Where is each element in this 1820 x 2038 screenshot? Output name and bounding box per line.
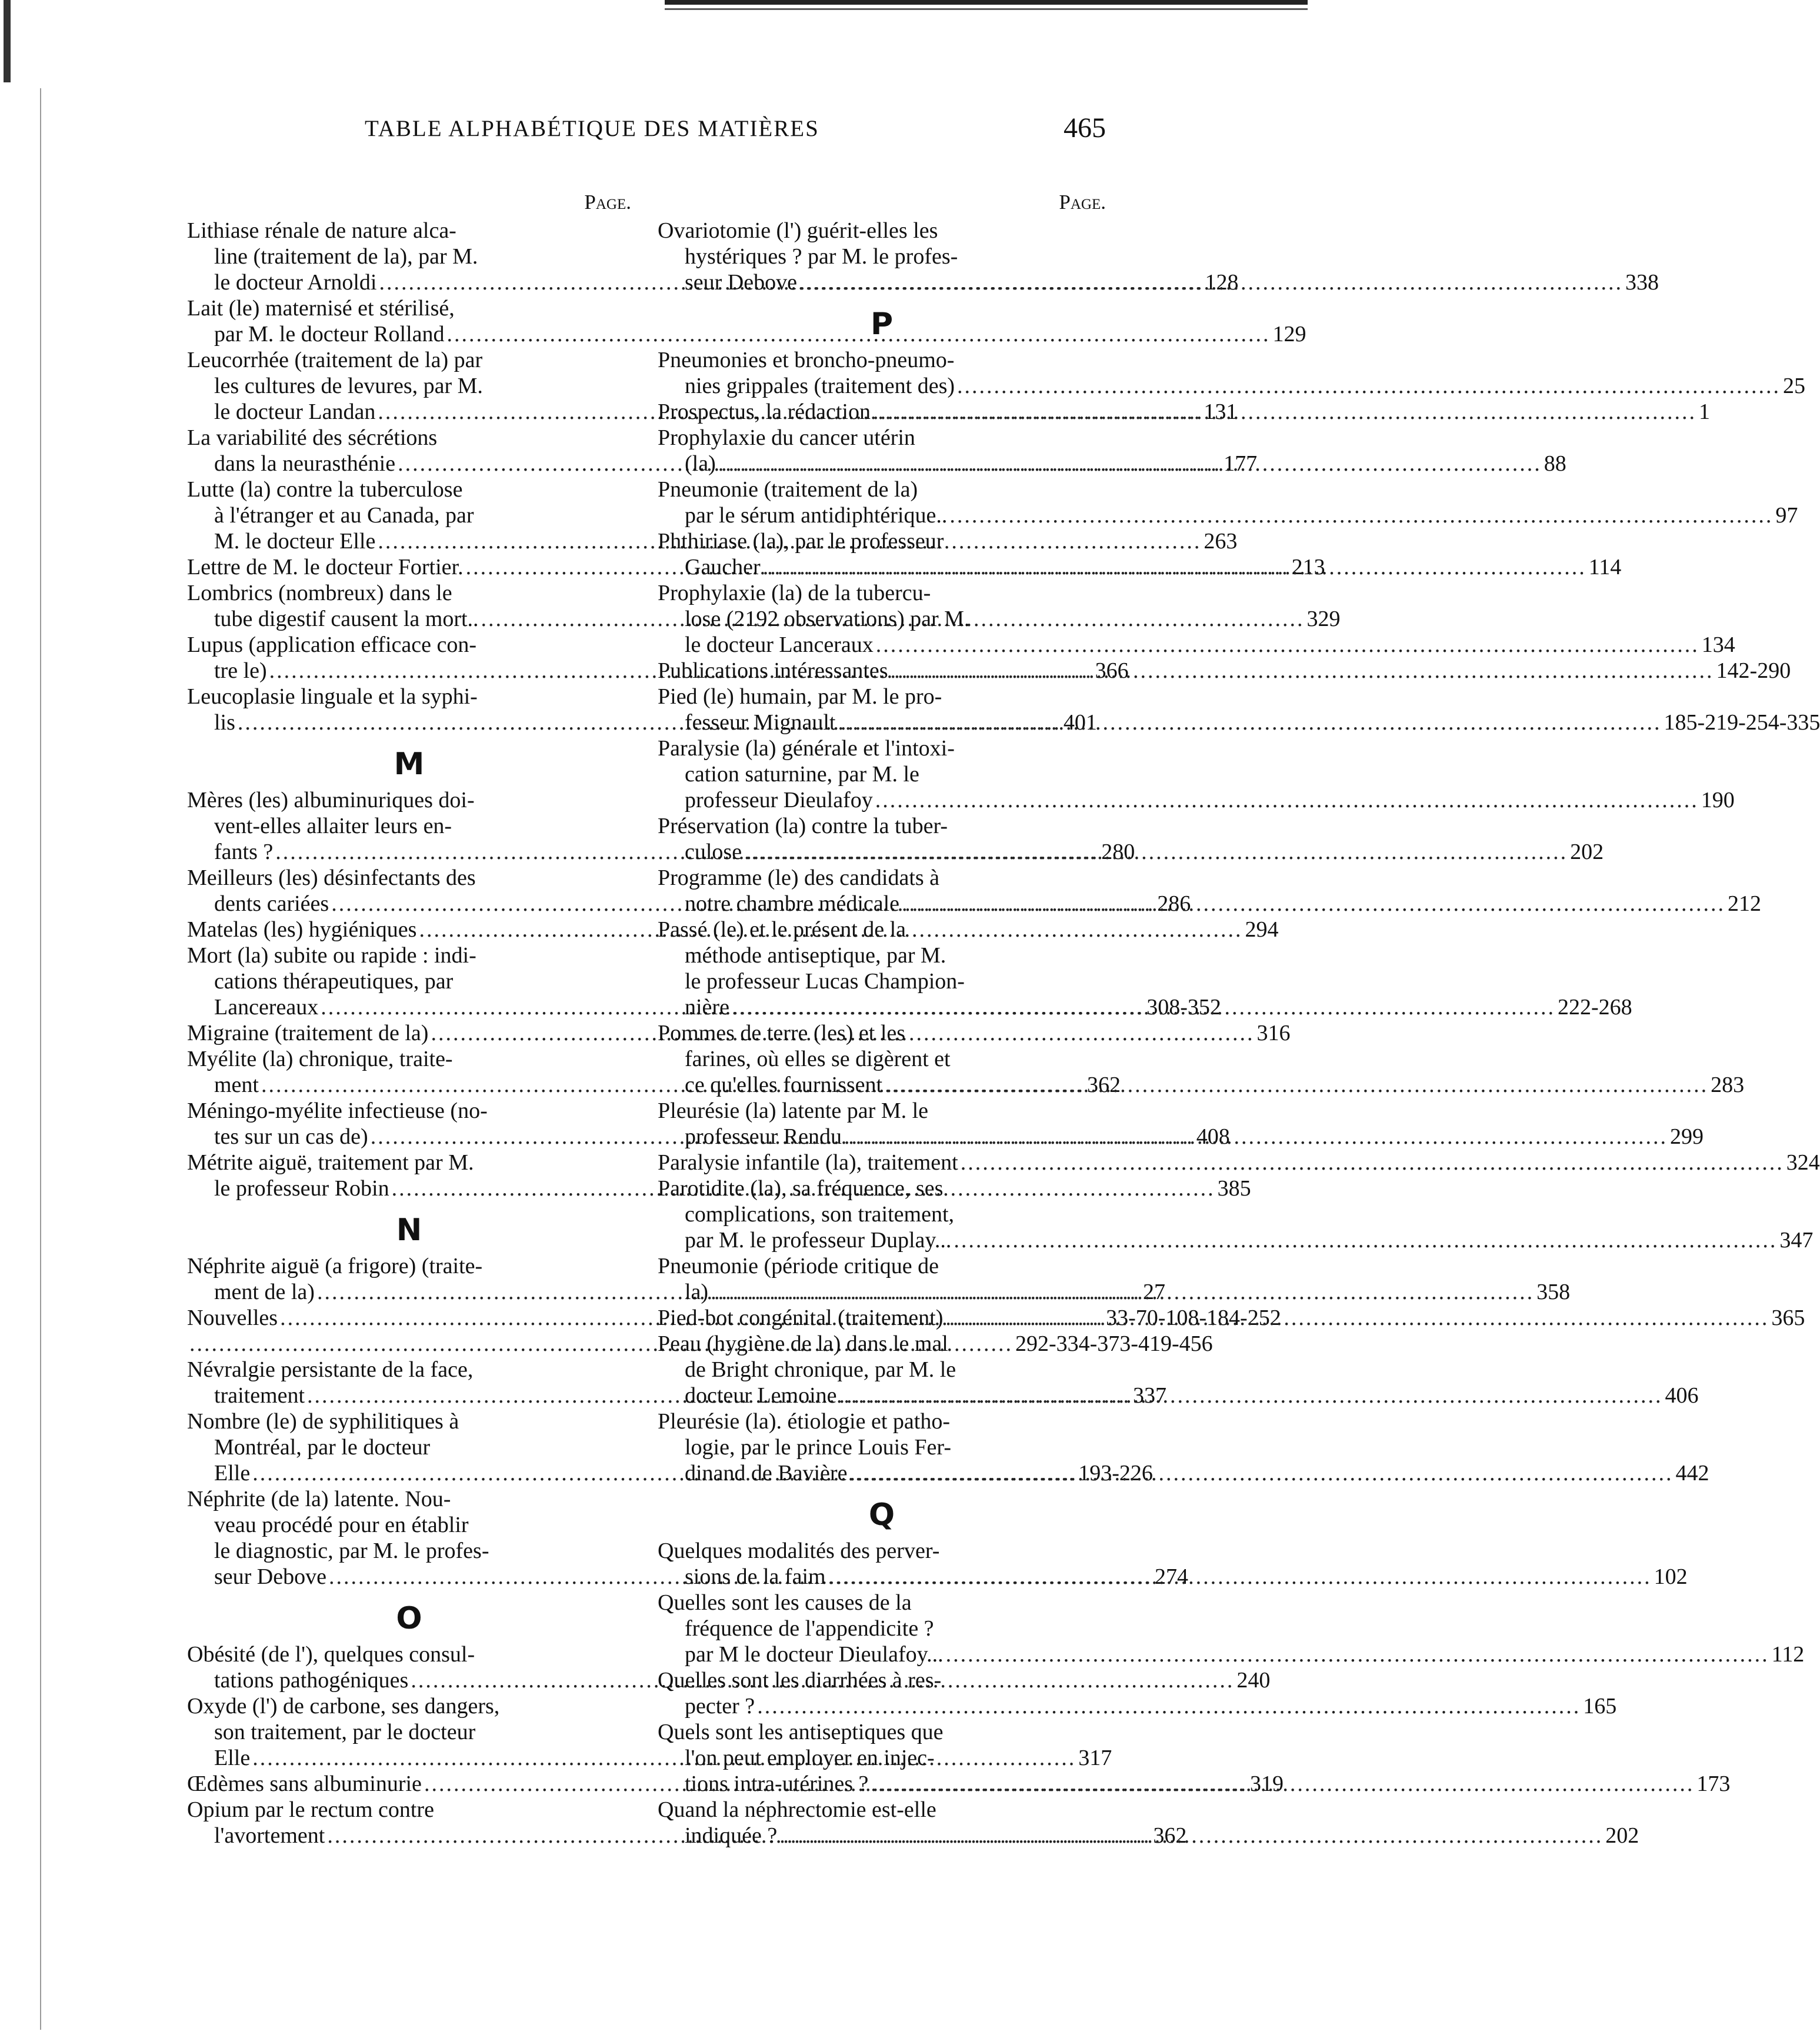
entry-page-number: 202 — [1605, 1823, 1639, 1848]
entry-text: Phthiriase (la), par le professeur — [658, 529, 944, 554]
entry-text: l'avortement — [214, 1823, 325, 1848]
entry-line — [658, 1408, 1106, 1434]
entry-page-number: 240 — [1236, 1668, 1271, 1693]
entry-text: lose (2192 observations) par M. — [685, 607, 970, 631]
entry-text: Quelles sont les diarrhées à res- — [658, 1668, 942, 1693]
entry-page-number: 366 — [1095, 658, 1129, 683]
entry-line — [658, 1538, 1106, 1564]
entry-text: ce qu'elles fournissent — [685, 1073, 883, 1097]
entry-text: Quelles sont les causes de la — [658, 1590, 912, 1615]
entry-text: vent-elles allaiter leurs en- — [214, 814, 452, 838]
entry-text: Parotidite (la), sa fréquence, ses — [658, 1176, 944, 1201]
dot-leader — [888, 658, 1716, 684]
entry-text: tions intra-utérines ? — [685, 1771, 869, 1796]
entry-text: Pneumonie (période critique de — [658, 1254, 939, 1278]
entry-text: Névralgie persistante de la face, — [187, 1357, 474, 1382]
dot-leader — [777, 1823, 1605, 1849]
entry-line — [658, 1616, 1106, 1641]
entry-line — [658, 684, 1106, 710]
entry-page-number: 324 — [1786, 1150, 1820, 1175]
entry-text: Nouvelles — [187, 1306, 278, 1330]
entry-page-number: 212 — [1728, 891, 1762, 916]
entry-page-number: 329 — [1306, 607, 1341, 631]
entry-line — [658, 1719, 1106, 1745]
entry-text: l'on peut employer en injec- — [685, 1746, 935, 1770]
dot-leader — [955, 373, 1783, 399]
entry-line — [658, 244, 1106, 269]
entry-text: Paralysie (la) générale et l'intoxi- — [658, 736, 955, 761]
entry-line — [658, 787, 1735, 813]
entry-line — [187, 295, 631, 321]
entry-line — [187, 1434, 631, 1460]
entry-text: indiquée ? — [685, 1823, 778, 1848]
entry-line — [658, 865, 1106, 891]
entry-line — [187, 1512, 631, 1538]
entry-page-number: 131 — [1204, 399, 1238, 424]
entry-text: le professeur Robin — [214, 1176, 389, 1201]
dot-leader — [899, 891, 1728, 917]
entry-line — [658, 1745, 1106, 1771]
entry-text: lis — [214, 710, 235, 735]
entry-text: le docteur Lanceraux — [685, 632, 874, 657]
entry-text: Lait (le) maternisé et stérilisé, — [187, 296, 455, 321]
entry-line — [658, 1667, 1106, 1693]
entry-page-number: 177 — [1224, 451, 1258, 476]
entry-line — [187, 477, 631, 502]
dot-leader — [951, 1227, 1779, 1253]
entry-text: de Bright chronique, par M. le — [685, 1357, 956, 1382]
entry-line — [187, 1098, 631, 1124]
entry-line — [658, 710, 1820, 735]
dot-leader — [837, 1383, 1665, 1408]
entry-text: traitement — [214, 1383, 305, 1408]
entry-text: line (traitement de la), par M. — [214, 244, 478, 269]
entry-line — [658, 1175, 1106, 1201]
entry-text: Néphrite (de la) latente. Nou- — [187, 1487, 451, 1511]
section-letter: P — [870, 307, 894, 342]
entry-text: Montréal, par le docteur — [214, 1435, 431, 1460]
index-entry — [658, 735, 1735, 813]
entry-text: hystériques ? par M. le profes- — [685, 244, 958, 269]
entry-page-number: 362 — [1086, 1073, 1121, 1097]
entry-line — [658, 606, 1106, 632]
entry-page-number: 134 — [1701, 632, 1735, 657]
entry-text: M. le docteur Elle — [214, 529, 376, 554]
entry-text: Pommes de terre (les) et les — [658, 1021, 906, 1045]
entry-line — [187, 632, 631, 658]
scan-margin-line — [40, 88, 41, 2030]
entry-text: Obésité (de l'), quelques consul- — [187, 1642, 475, 1667]
dot-leader — [873, 787, 1701, 813]
entry-text: Lithiase rénale de nature alca- — [187, 218, 456, 243]
entry-text: Elle — [214, 1746, 251, 1770]
entry-text: seur Debove — [214, 1564, 326, 1589]
index-entry — [658, 1590, 1805, 1667]
entry-line — [187, 218, 631, 244]
entry-line — [187, 1253, 631, 1279]
page-column-caption: Page. — [584, 191, 631, 214]
index-entry — [658, 684, 1820, 735]
entry-text: méthode antiseptique, par M. — [685, 943, 946, 968]
entry-page-number: 338 — [1625, 270, 1659, 295]
index-entry — [658, 477, 1798, 528]
entry-text: Pneumonies et broncho-pneumo- — [658, 348, 955, 372]
entry-text: Quelques modalités des perver- — [658, 1539, 940, 1563]
entry-text: la) — [685, 1280, 709, 1304]
entry-page-number: 406 — [1665, 1383, 1699, 1408]
entry-line — [658, 425, 1106, 451]
entry-text: ment de la) — [214, 1280, 315, 1304]
entry-page-number: 1 — [1698, 399, 1710, 424]
entry-text: professeur Rendu — [685, 1124, 842, 1149]
entry-line — [658, 1046, 1106, 1072]
entry-text: Prophylaxie (la) de la tubercu- — [658, 581, 931, 605]
entry-text: fesseur Mignault — [685, 710, 836, 735]
entry-line — [187, 321, 1306, 347]
entry-line — [187, 1538, 631, 1564]
entry-text: Pied (le) humain, par M. le pro- — [658, 684, 942, 709]
entry-line — [187, 425, 631, 451]
entry-text: (la) — [685, 451, 716, 476]
entry-text: le diagnostic, par M. le profes- — [214, 1539, 489, 1563]
entry-line — [658, 1020, 1106, 1046]
entry-text: Peau (hygiène de la) dans le mal — [658, 1331, 948, 1356]
entry-text: le docteur Landan — [214, 399, 376, 424]
entry-line — [658, 1357, 1106, 1383]
entry-page-number: 33-70-108-184-252 — [1106, 1306, 1281, 1330]
section-letter: M — [394, 747, 425, 782]
entry-text: son traitement, par le docteur — [214, 1720, 476, 1744]
entry-line — [658, 813, 1106, 839]
entry-text: Quels sont les antiseptiques que — [658, 1720, 944, 1744]
entry-text: Leucoplasie linguale et la syphi- — [187, 684, 478, 709]
entry-text: professeur Dieulafoy — [685, 788, 873, 812]
entry-line — [658, 1072, 1745, 1098]
entry-page-number: 213 — [1291, 555, 1325, 580]
entry-text: dents cariées — [214, 891, 329, 916]
entry-page-number: 292-334-373-419-456 — [1015, 1331, 1213, 1356]
dot-leader — [871, 399, 1699, 425]
entry-text: culose — [685, 840, 742, 864]
section-letter: N — [396, 1213, 422, 1248]
entry-text: le docteur Arnoldi — [214, 270, 377, 295]
entry-page-number: 128 — [1205, 270, 1239, 295]
entry-text: Publications intéressantes — [658, 658, 888, 683]
entry-text: dinand de Bavière — [685, 1461, 848, 1486]
entry-page-number: 280 — [1101, 840, 1135, 864]
entry-line — [658, 943, 1106, 968]
entry-text: fréquence de l'appendicite ? — [685, 1616, 934, 1641]
entry-text: pecter ? — [685, 1694, 755, 1719]
entry-page-number: 102 — [1654, 1564, 1688, 1589]
index-entry — [658, 347, 1806, 399]
entry-page-number: 283 — [1711, 1073, 1745, 1097]
entry-text: Lupus (application efficace con- — [187, 632, 477, 657]
entry-page-number: 408 — [1196, 1124, 1230, 1149]
entry-text: Opium par le rectum contre — [187, 1797, 434, 1822]
dot-leader — [755, 1693, 1583, 1719]
entry-line — [658, 1797, 1106, 1823]
entry-line — [187, 943, 631, 968]
entry-text: Néphrite aiguë (a frigore) (traite- — [187, 1254, 483, 1278]
entry-line — [187, 684, 631, 710]
entry-line — [187, 1046, 631, 1072]
entry-line — [658, 502, 1798, 528]
entry-line — [658, 1693, 1617, 1719]
entry-line — [658, 1434, 1106, 1460]
page-column-caption: Page. — [1059, 191, 1106, 214]
entry-line — [658, 1331, 1106, 1357]
entry-text: Mort (la) subite ou rapide : indi- — [187, 943, 476, 968]
entry-text: seur Debove — [685, 270, 797, 295]
entry-page-number: 358 — [1536, 1280, 1571, 1304]
entry-page-number: 299 — [1669, 1124, 1704, 1149]
entry-line — [187, 1279, 1165, 1305]
entry-line — [658, 373, 1806, 399]
dot-leader — [826, 1564, 1654, 1590]
entry-page-number: 193-226 — [1078, 1461, 1153, 1486]
running-header — [365, 112, 1106, 151]
entry-text: Œdèmes sans albuminurie — [187, 1771, 422, 1796]
entry-line — [187, 1357, 631, 1383]
entry-line — [658, 968, 1106, 994]
entry-page-number: 165 — [1583, 1694, 1617, 1719]
entry-text: docteur Lemoine — [685, 1383, 837, 1408]
dot-leader — [943, 1305, 1771, 1331]
entry-page-number: 25 — [1783, 374, 1806, 398]
entry-page-number: 129 — [1272, 322, 1306, 347]
entry-text: par M. le professeur Duplay... — [685, 1228, 952, 1253]
entry-text: Nombre (le) de syphilitiques à — [187, 1409, 459, 1434]
scan-edge-top — [665, 0, 1308, 5]
entry-line — [658, 1253, 1106, 1279]
dot-leader — [708, 1279, 1536, 1305]
dot-leader — [947, 502, 1775, 528]
entry-page-number: 114 — [1588, 555, 1622, 580]
entry-page-number: 385 — [1217, 1176, 1251, 1201]
entry-page-number: 142-290 — [1716, 658, 1791, 683]
entry-text: par M le docteur Dieulafoy... — [685, 1642, 944, 1667]
entry-line — [187, 451, 1258, 477]
entry-text: Lancereaux — [214, 995, 319, 1020]
entry-text: Meilleurs (les) désinfectants des — [187, 865, 476, 890]
entry-line — [658, 1150, 1820, 1175]
dot-leader — [761, 554, 1589, 580]
entry-page-number: 365 — [1771, 1306, 1805, 1330]
entry-line — [187, 865, 631, 891]
entry-text: Méningo-myélite infectieuse (no- — [187, 1098, 488, 1123]
entry-text: Mères (les) albuminuriques doi- — [187, 788, 475, 812]
entry-text: Pneumonie (traitement de la) — [658, 477, 918, 502]
entry-line — [658, 761, 1106, 787]
entry-text: Préservation (la) contre la tuber- — [658, 814, 948, 838]
entry-line — [658, 1201, 1106, 1227]
entry-line — [187, 787, 631, 813]
entry-line — [658, 1227, 1814, 1253]
dot-leader — [958, 1150, 1786, 1175]
entry-page-number: 316 — [1256, 1021, 1291, 1045]
entry-text: ment — [214, 1073, 259, 1097]
dot-leader — [868, 1771, 1696, 1797]
entry-page-number: 362 — [1153, 1823, 1187, 1848]
dot-leader — [729, 994, 1558, 1020]
entry-text: sions de la faim — [685, 1564, 826, 1589]
entry-page-number: 222-268 — [1557, 995, 1632, 1020]
entry-text: par le sérum antidiphtérique.. — [685, 503, 948, 528]
entry-text: Leucorrhée (traitement de la) par — [187, 348, 483, 372]
entry-page-number: 401 — [1063, 710, 1097, 735]
entry-text: Lombrics (nombreux) dans le — [187, 581, 452, 605]
dot-leader — [882, 1072, 1711, 1098]
dot-leader — [716, 451, 1544, 477]
page-number: 465 — [1064, 112, 1106, 144]
entry-page-number: 286 — [1157, 891, 1191, 916]
scan-edge-top-thin — [665, 8, 1308, 10]
entry-text: Lutte (la) contre la tuberculose — [187, 477, 463, 502]
entry-line — [187, 1719, 631, 1745]
entry-line — [187, 373, 631, 399]
entry-page-number: 263 — [1204, 529, 1238, 554]
section-letter: Q — [868, 1497, 895, 1533]
entry-text: tube digestif causent la mort.. — [214, 607, 479, 631]
entry-line — [187, 347, 631, 373]
entry-text: le professeur Lucas Champion- — [685, 969, 965, 994]
entry-text: complications, son traitement, — [685, 1202, 955, 1227]
entry-line — [658, 1098, 1106, 1124]
entry-line — [658, 917, 1106, 943]
entry-text: Quand la néphrectomie est-elle — [658, 1797, 936, 1822]
entry-text: Pied-bot congénital (traitement) — [658, 1306, 944, 1330]
entry-text: Programme (le) des candidats à — [658, 865, 940, 890]
entry-page-number: 97 — [1775, 503, 1798, 528]
dot-leader — [944, 1641, 1772, 1667]
entry-text: Prospectus, la rédaction — [658, 399, 871, 424]
entry-text: Gaucher — [685, 555, 761, 580]
entry-text: Pleurésie (la) latente par M. le — [658, 1098, 929, 1123]
entry-page-number: 442 — [1675, 1461, 1709, 1486]
entry-line — [658, 1641, 1805, 1667]
entry-text: dans la neurasthénie — [214, 451, 396, 476]
entry-text: Myélite (la) chronique, traite- — [187, 1047, 453, 1071]
entry-line — [187, 244, 631, 269]
entry-text: cations thérapeutiques, par — [214, 969, 454, 994]
entry-text: Paralysie infantile (la), traitement — [658, 1150, 958, 1175]
entry-text: veau procédé pour en établir — [214, 1513, 469, 1537]
entry-page-number: 173 — [1696, 1771, 1731, 1796]
entry-text: farines, où elles se digèrent et — [685, 1047, 951, 1071]
entry-page-number: 317 — [1078, 1746, 1112, 1770]
entry-line — [187, 968, 631, 994]
entry-text: Elle — [214, 1461, 251, 1486]
entry-text: fants ? — [214, 840, 274, 864]
index-entry — [658, 1150, 1820, 1175]
dot-leader — [797, 269, 1625, 295]
dot-leader — [742, 839, 1570, 865]
entry-text: Prophylaxie du cancer utérin — [658, 425, 915, 450]
entry-page-number: 112 — [1771, 1642, 1805, 1667]
entry-page-number: 190 — [1701, 788, 1735, 812]
entry-line — [187, 1486, 631, 1512]
entry-page-number: 202 — [1570, 840, 1604, 864]
entry-line — [187, 1693, 631, 1719]
entry-text: nière — [685, 995, 729, 1020]
entry-line — [658, 528, 1106, 554]
entry-line — [187, 813, 631, 839]
entry-page-number: 27 — [1142, 1280, 1165, 1304]
entry-text: Métrite aiguë, traitement par M. — [187, 1150, 474, 1175]
entry-text: Migraine (traitement de la) — [187, 1021, 429, 1045]
entry-line — [658, 477, 1106, 502]
entry-text: La variabilité des sécrétions — [187, 425, 438, 450]
entry-text: les cultures de levures, par M. — [214, 374, 483, 398]
entry-line — [658, 347, 1106, 373]
dot-leader — [842, 1124, 1670, 1150]
entry-text: Oxyde (l') de carbone, ses dangers, — [187, 1694, 500, 1719]
entry-line — [658, 735, 1106, 761]
entry-page-number: 347 — [1779, 1228, 1814, 1253]
entry-line — [658, 632, 1735, 658]
entry-text: nies grippales (traitement des) — [685, 374, 955, 398]
entry-line — [658, 218, 1106, 244]
entry-page-number: 185-219-254-335 — [1664, 710, 1820, 735]
entry-line — [187, 1408, 631, 1434]
entry-text: tre le) — [214, 658, 267, 683]
entry-line — [187, 1641, 631, 1667]
entry-line — [187, 1797, 631, 1823]
dot-leader — [847, 1460, 1675, 1486]
dot-leader — [835, 710, 1664, 735]
entry-text: notre chambre médicale — [685, 891, 900, 916]
entry-text: par M. le docteur Rolland — [214, 322, 445, 347]
entry-line — [187, 502, 631, 528]
entry-text: Lettre de M. le docteur Fortier. — [187, 555, 464, 580]
entry-page-number: 88 — [1544, 451, 1566, 476]
entry-text: logie, par le prince Louis Fer- — [685, 1435, 951, 1460]
entry-text: cation saturnine, par M. le — [685, 762, 919, 787]
entry-line — [658, 580, 1106, 606]
entry-text: Passé (le) et le présent de la — [658, 917, 906, 942]
entry-page-number: 274 — [1154, 1564, 1188, 1589]
entry-page-number: 308-352 — [1146, 995, 1221, 1020]
entry-line — [658, 1590, 1106, 1616]
entry-page-number: 319 — [1249, 1771, 1284, 1796]
index-entry — [187, 295, 1306, 347]
entry-text: tes sur un cas de) — [214, 1124, 368, 1149]
entry-line — [187, 580, 631, 606]
section-letter: O — [396, 1601, 422, 1636]
entry-text: tations pathogéniques — [214, 1668, 409, 1693]
dot-leader — [874, 632, 1702, 658]
entry-page-number: 294 — [1245, 917, 1279, 942]
header-title: TABLE ALPHABÉTIQUE DES MATIÈRES — [365, 116, 819, 141]
entry-text: Ovariotomie (l') guérit-elles les — [658, 218, 938, 243]
entry-text: Pleurésie (la). étiologie et patho- — [658, 1409, 950, 1434]
entry-text: à l'étranger et au Canada, par — [214, 503, 474, 528]
entry-text: Matelas (les) hygiéniques — [187, 917, 417, 942]
entry-page-number: 337 — [1133, 1383, 1167, 1408]
scan-edge-left — [4, 0, 11, 82]
entry-line — [187, 1150, 631, 1175]
